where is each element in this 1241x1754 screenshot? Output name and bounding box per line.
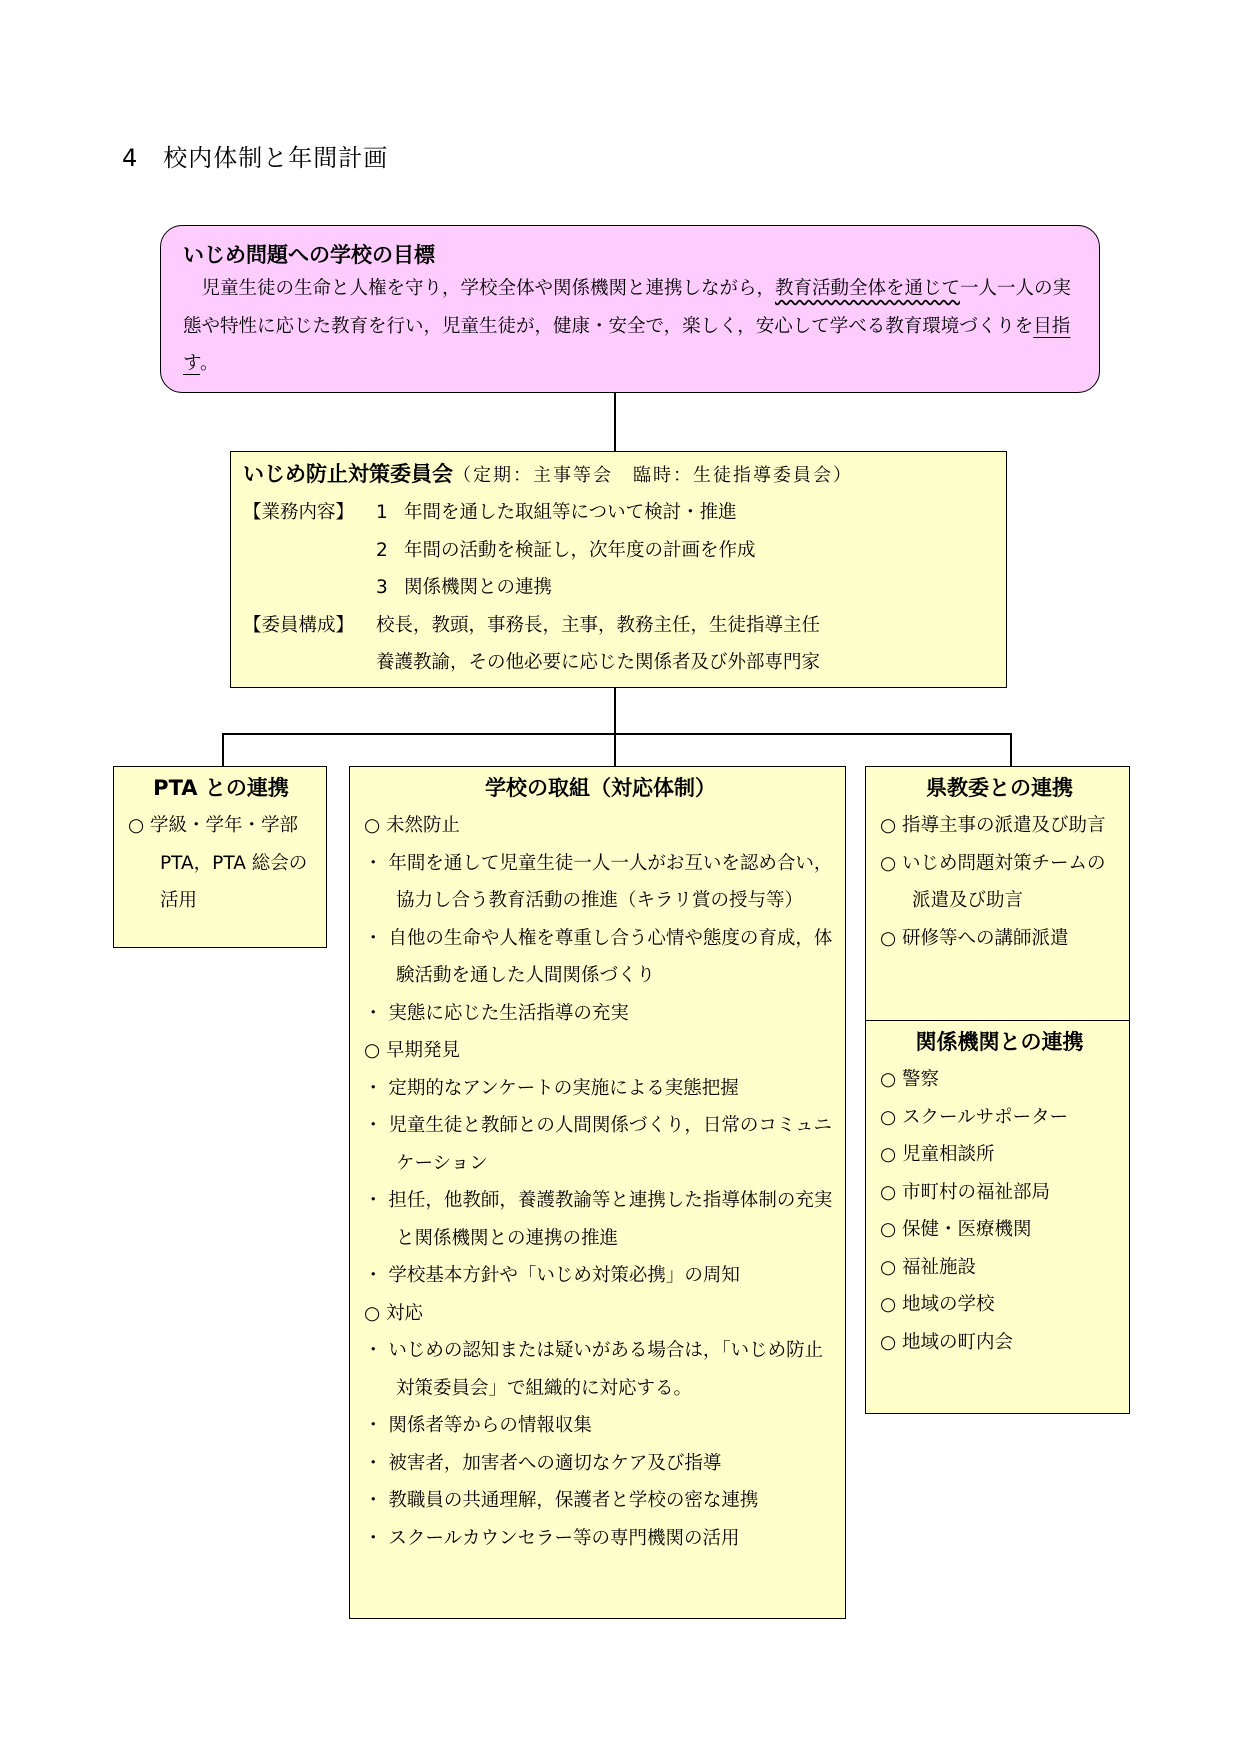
goal-title: いじめ問題への学校の目標 [183,243,435,267]
goal-text-emphasis-1: 教育活動全体を通じて [775,278,961,299]
members-text: 養護教諭，その他必要に応じた関係者及び外部専門家 [376,652,821,673]
list-item: ○ 学級・学年・学部 PTA，PTA 総会の活用 [128,815,308,911]
list-item: ○ 未然防止 [364,815,461,836]
committee-box [230,451,1007,688]
list-item: ・ 実態に応じた生活指導の充実 [364,1002,629,1024]
connector-horizontal [222,733,1011,735]
list-item: ・ スクールカウンセラー等の専門機関の活用 [364,1527,740,1549]
agencies-title: 関係機関との連携 [915,1030,1084,1054]
goal-text [183,270,1079,383]
list-item: ・ 定期的なアンケートの実施による実態把握 [364,1077,739,1099]
duty-number: 3 [376,577,388,598]
list-item: ○ 地域の町内会 [880,1331,1014,1353]
duty-text: 関係機関との連携 [404,577,553,598]
list-item: ○ 保健・医療機関 [880,1219,1032,1240]
list-item: ・ 学校基本方針や「いじめ対策必携」の周知 [364,1265,740,1286]
connector-pref [1010,733,1012,766]
members-label: 【委員構成】 [243,614,355,636]
duty-text: 年間の活動を検証し，次年度の計画を作成 [404,539,756,561]
list-item: ○ 研修等への講師派遣 [880,927,1069,949]
duty-number: 2 [376,539,388,561]
committee-subtitle: （定期：主事等会 臨時：生徒指導委員会） [453,465,853,486]
members-row [243,607,996,645]
goal-box [160,225,1100,393]
list-item: ・ 教職員の共通理解，保護者と学校の密な連携 [364,1490,759,1511]
duty-number: 1 [376,502,388,523]
list-item: ・ 自他の生命や人権を尊重し合う心情や態度の育成，体験活動を通した人間関係づくり [364,927,833,986]
pta-title: PTA との連携 [153,776,289,800]
agencies-box [865,1020,1130,1414]
pref-box [865,766,1130,1020]
list-item: ○ 早期発見 [364,1040,461,1061]
list-item: ○ スクールサポーター [880,1106,1069,1128]
list-item: ○ 指導主事の派遣及び助言 [880,815,1106,836]
list-item: ○ 警察 [880,1069,940,1090]
committee-title-line [243,456,996,494]
connector-goal-committee [614,393,616,451]
duties-label: 【業務内容】 [243,502,355,523]
connector-pta [222,733,224,766]
list-item: ・ 年間を通して児童生徒一人一人がお互いを認め合い，協力し合う教育活動の推進（キラリ賞の授与等） [364,852,833,911]
goal-text-part-c: 一人一人の実態や特性に応じた教育を行い，児童生徒が，健康・安全で，楽しく，安心して学べる教育環境づくりを [183,278,1072,337]
list-item: ○ 地域の学校 [880,1294,995,1315]
list-item: ○ 福祉施設 [880,1256,977,1278]
list-item: ○ 対応 [364,1302,424,1324]
duty-text: 年間を通した取組等について検討・推進 [404,502,737,523]
list-item: ・ 関係者等からの情報収集 [364,1415,592,1436]
list-item: ・ 児童生徒と教師との人間関係づくり，日常のコミュニケーション [364,1115,833,1174]
list-item: ○ 児童相談所 [880,1144,995,1165]
school-box [349,766,846,1619]
duty-row [243,494,996,532]
list-item: ・ 担任，他教師，養護教諭等と連携した指導体制の充実と関係機関との連携の推進 [364,1190,833,1249]
list-item: ・ 被害者，加害者への適切なケア及び指導 [364,1452,722,1474]
goal-text-part-e: 。 [200,353,219,374]
school-title: 学校の取組（対応体制） [485,776,716,800]
committee-title: いじめ防止対策委員会 [243,462,453,486]
members-row [243,644,996,682]
goal-text-part-a: 児童生徒の生命と人権を守り，学校全体や関係機関と連携しながら， [201,278,776,299]
goal-text-emphasis-2: 目指す [183,315,1071,374]
pref-title: 県教委との連携 [926,776,1073,800]
list-item: ・ いじめの認知または疑いがある場合は，「いじめ防止対策委員会」で組織的に対応する。 [364,1340,824,1399]
list-item: ○ いじめ問題対策チームの派遣及び助言 [880,852,1106,911]
connector-committee-down [614,688,616,766]
section-heading: 4 校内体制と年間計画 [122,144,389,172]
duty-row [243,532,996,570]
list-item: ○ 市町村の福祉部局 [880,1181,1051,1203]
pta-box [113,766,327,948]
duty-row [243,569,996,607]
members-text: 校長，教頭，事務長，主事，教務主任，生徒指導主任 [376,614,821,636]
